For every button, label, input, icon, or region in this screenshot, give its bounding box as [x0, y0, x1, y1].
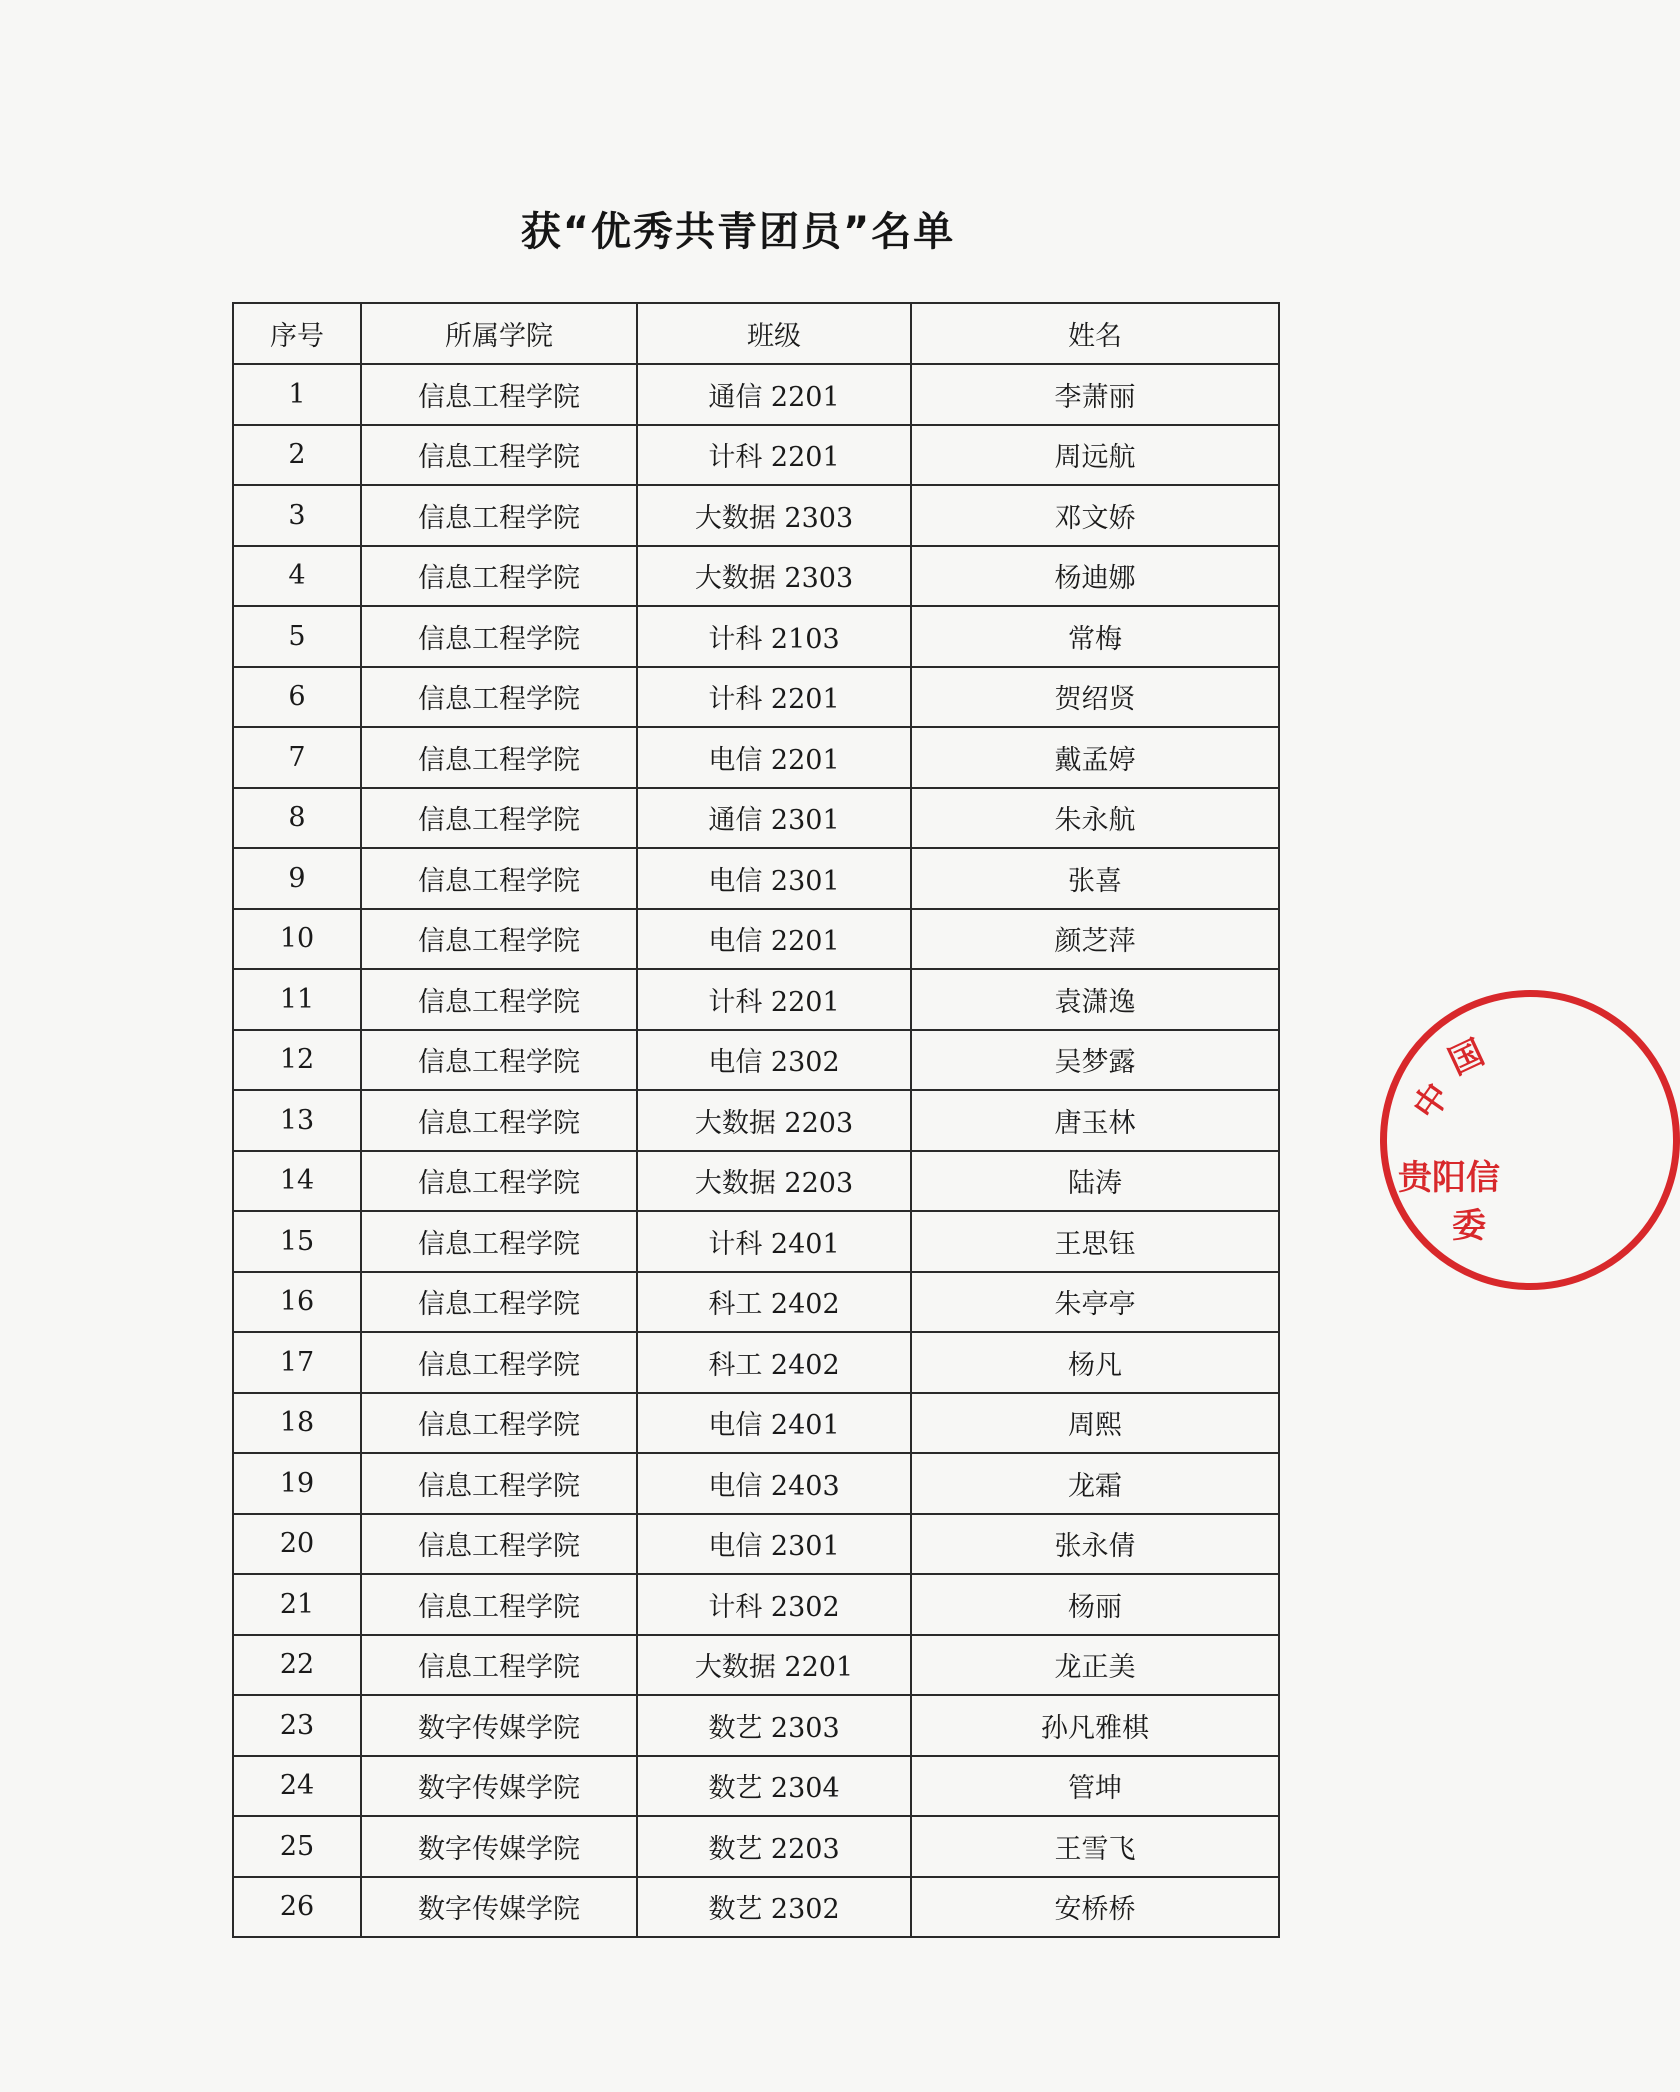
cell-serial-number: 14 — [233, 1151, 361, 1212]
cell-serial-number: 19 — [233, 1453, 361, 1514]
table-row — [233, 1393, 1279, 1454]
cell-serial-number: 13 — [233, 1090, 361, 1151]
table-row — [233, 485, 1279, 546]
table-row — [233, 1151, 1279, 1212]
seal-text: 中 — [1405, 1076, 1459, 1127]
table-row — [233, 1756, 1279, 1817]
cell-college: 信息工程学院 — [361, 606, 637, 667]
cell-serial-number: 11 — [233, 969, 361, 1030]
cell-name: 杨凡 — [911, 1332, 1279, 1393]
table-row — [233, 788, 1279, 849]
cell-name: 朱永航 — [911, 788, 1279, 849]
cell-name: 戴孟婷 — [911, 727, 1279, 788]
cell-college: 信息工程学院 — [361, 848, 637, 909]
cell-serial-number: 7 — [233, 727, 361, 788]
cell-class: 电信 2403 — [637, 1453, 911, 1514]
table-row — [233, 1211, 1279, 1272]
cell-class: 计科 2103 — [637, 606, 911, 667]
cell-college: 信息工程学院 — [361, 546, 637, 607]
table-row — [233, 1090, 1279, 1151]
cell-serial-number: 1 — [233, 364, 361, 425]
table-row — [233, 1695, 1279, 1756]
table-row — [233, 969, 1279, 1030]
cell-serial-number: 15 — [233, 1211, 361, 1272]
cell-serial-number: 20 — [233, 1514, 361, 1575]
cell-class: 大数据 2303 — [637, 485, 911, 546]
cell-class: 通信 2301 — [637, 788, 911, 849]
header-name: 姓名 — [911, 303, 1279, 364]
table-row — [233, 1574, 1279, 1635]
table-row — [233, 848, 1279, 909]
cell-serial-number: 21 — [233, 1574, 361, 1635]
cell-name: 王雪飞 — [911, 1816, 1279, 1877]
table-row — [233, 1816, 1279, 1877]
table-header-row — [233, 303, 1279, 364]
cell-college: 信息工程学院 — [361, 1635, 637, 1696]
cell-serial-number: 2 — [233, 425, 361, 486]
cell-class: 科工 2402 — [637, 1272, 911, 1333]
cell-serial-number: 3 — [233, 485, 361, 546]
table-row — [233, 727, 1279, 788]
cell-class: 大数据 2303 — [637, 546, 911, 607]
cell-serial-number: 10 — [233, 909, 361, 970]
cell-class: 科工 2402 — [637, 1332, 911, 1393]
cell-class: 电信 2301 — [637, 848, 911, 909]
cell-college: 信息工程学院 — [361, 364, 637, 425]
cell-name: 张喜 — [911, 848, 1279, 909]
table-row — [233, 546, 1279, 607]
honor-roster-table — [232, 302, 1280, 1938]
cell-class: 数艺 2302 — [637, 1877, 911, 1938]
cell-class: 计科 2201 — [637, 667, 911, 728]
cell-college: 信息工程学院 — [361, 1272, 637, 1333]
header-class: 班级 — [637, 303, 911, 364]
cell-name: 周远航 — [911, 425, 1279, 486]
cell-name: 唐玉林 — [911, 1090, 1279, 1151]
cell-college: 信息工程学院 — [361, 788, 637, 849]
cell-college: 数字传媒学院 — [361, 1877, 637, 1938]
cell-name: 李萧丽 — [911, 364, 1279, 425]
table-row — [233, 425, 1279, 486]
cell-name: 吴梦露 — [911, 1030, 1279, 1091]
cell-serial-number: 25 — [233, 1816, 361, 1877]
seal-text: 国 — [1442, 1032, 1491, 1083]
cell-college: 信息工程学院 — [361, 1514, 637, 1575]
table-row — [233, 1030, 1279, 1091]
table-body — [233, 364, 1279, 1937]
table-row — [233, 1272, 1279, 1333]
cell-college: 信息工程学院 — [361, 1332, 637, 1393]
cell-college: 数字传媒学院 — [361, 1756, 637, 1817]
cell-class: 电信 2301 — [637, 1514, 911, 1575]
cell-class: 计科 2201 — [637, 425, 911, 486]
cell-name: 龙正美 — [911, 1635, 1279, 1696]
cell-class: 大数据 2203 — [637, 1151, 911, 1212]
cell-name: 杨丽 — [911, 1574, 1279, 1635]
cell-college: 信息工程学院 — [361, 909, 637, 970]
table-row — [233, 1453, 1279, 1514]
cell-name: 周熙 — [911, 1393, 1279, 1454]
cell-class: 电信 2302 — [637, 1030, 911, 1091]
cell-serial-number: 24 — [233, 1756, 361, 1817]
cell-college: 信息工程学院 — [361, 1030, 637, 1091]
cell-class: 数艺 2203 — [637, 1816, 911, 1877]
cell-name: 杨迪娜 — [911, 546, 1279, 607]
cell-name: 贺绍贤 — [911, 667, 1279, 728]
cell-college: 信息工程学院 — [361, 1090, 637, 1151]
cell-serial-number: 17 — [233, 1332, 361, 1393]
seal-text: 贵阳信 — [1398, 1158, 1500, 1198]
cell-class: 大数据 2201 — [637, 1635, 911, 1696]
table-row — [233, 606, 1279, 667]
cell-serial-number: 9 — [233, 848, 361, 909]
official-seal — [1380, 990, 1680, 1290]
cell-class: 电信 2401 — [637, 1393, 911, 1454]
cell-class: 通信 2201 — [637, 364, 911, 425]
cell-class: 电信 2201 — [637, 909, 911, 970]
table-row — [233, 1332, 1279, 1393]
cell-college: 信息工程学院 — [361, 1574, 637, 1635]
cell-name: 孙凡雅棋 — [911, 1695, 1279, 1756]
cell-class: 计科 2302 — [637, 1574, 911, 1635]
cell-serial-number: 18 — [233, 1393, 361, 1454]
cell-college: 信息工程学院 — [361, 425, 637, 486]
cell-class: 计科 2401 — [637, 1211, 911, 1272]
cell-name: 龙霜 — [911, 1453, 1279, 1514]
cell-college: 数字传媒学院 — [361, 1695, 637, 1756]
cell-serial-number: 4 — [233, 546, 361, 607]
cell-serial-number: 8 — [233, 788, 361, 849]
cell-college: 信息工程学院 — [361, 667, 637, 728]
cell-serial-number: 6 — [233, 667, 361, 728]
cell-serial-number: 16 — [233, 1272, 361, 1333]
cell-name: 常梅 — [911, 606, 1279, 667]
table-row — [233, 1635, 1279, 1696]
cell-name: 邓文娇 — [911, 485, 1279, 546]
cell-name: 袁潇逸 — [911, 969, 1279, 1030]
header-serial-number: 序号 — [233, 303, 361, 364]
cell-class: 电信 2201 — [637, 727, 911, 788]
cell-name: 王思钰 — [911, 1211, 1279, 1272]
cell-name: 安桥桥 — [911, 1877, 1279, 1938]
header-college: 所属学院 — [361, 303, 637, 364]
cell-name: 管坤 — [911, 1756, 1279, 1817]
table-row — [233, 1514, 1279, 1575]
cell-college: 信息工程学院 — [361, 1453, 637, 1514]
cell-college: 信息工程学院 — [361, 1393, 637, 1454]
cell-college: 信息工程学院 — [361, 1211, 637, 1272]
cell-class: 大数据 2203 — [637, 1090, 911, 1151]
table-row — [233, 909, 1279, 970]
table-row — [233, 667, 1279, 728]
cell-college: 信息工程学院 — [361, 969, 637, 1030]
seal-text: 委 — [1452, 1206, 1486, 1246]
table-row — [233, 1877, 1279, 1938]
cell-class: 数艺 2303 — [637, 1695, 911, 1756]
cell-name: 朱亭亭 — [911, 1272, 1279, 1333]
cell-name: 张永倩 — [911, 1514, 1279, 1575]
cell-college: 信息工程学院 — [361, 485, 637, 546]
cell-college: 信息工程学院 — [361, 727, 637, 788]
cell-name: 颜芝萍 — [911, 909, 1279, 970]
cell-name: 陆涛 — [911, 1151, 1279, 1212]
cell-serial-number: 5 — [233, 606, 361, 667]
cell-serial-number: 22 — [233, 1635, 361, 1696]
cell-class: 数艺 2304 — [637, 1756, 911, 1817]
cell-class: 计科 2201 — [637, 969, 911, 1030]
cell-serial-number: 12 — [233, 1030, 361, 1091]
table-row — [233, 364, 1279, 425]
cell-college: 数字传媒学院 — [361, 1816, 637, 1877]
cell-serial-number: 26 — [233, 1877, 361, 1938]
cell-serial-number: 23 — [233, 1695, 361, 1756]
page-title: 获“优秀共青团员”名单 — [520, 209, 956, 255]
cell-college: 信息工程学院 — [361, 1151, 637, 1212]
